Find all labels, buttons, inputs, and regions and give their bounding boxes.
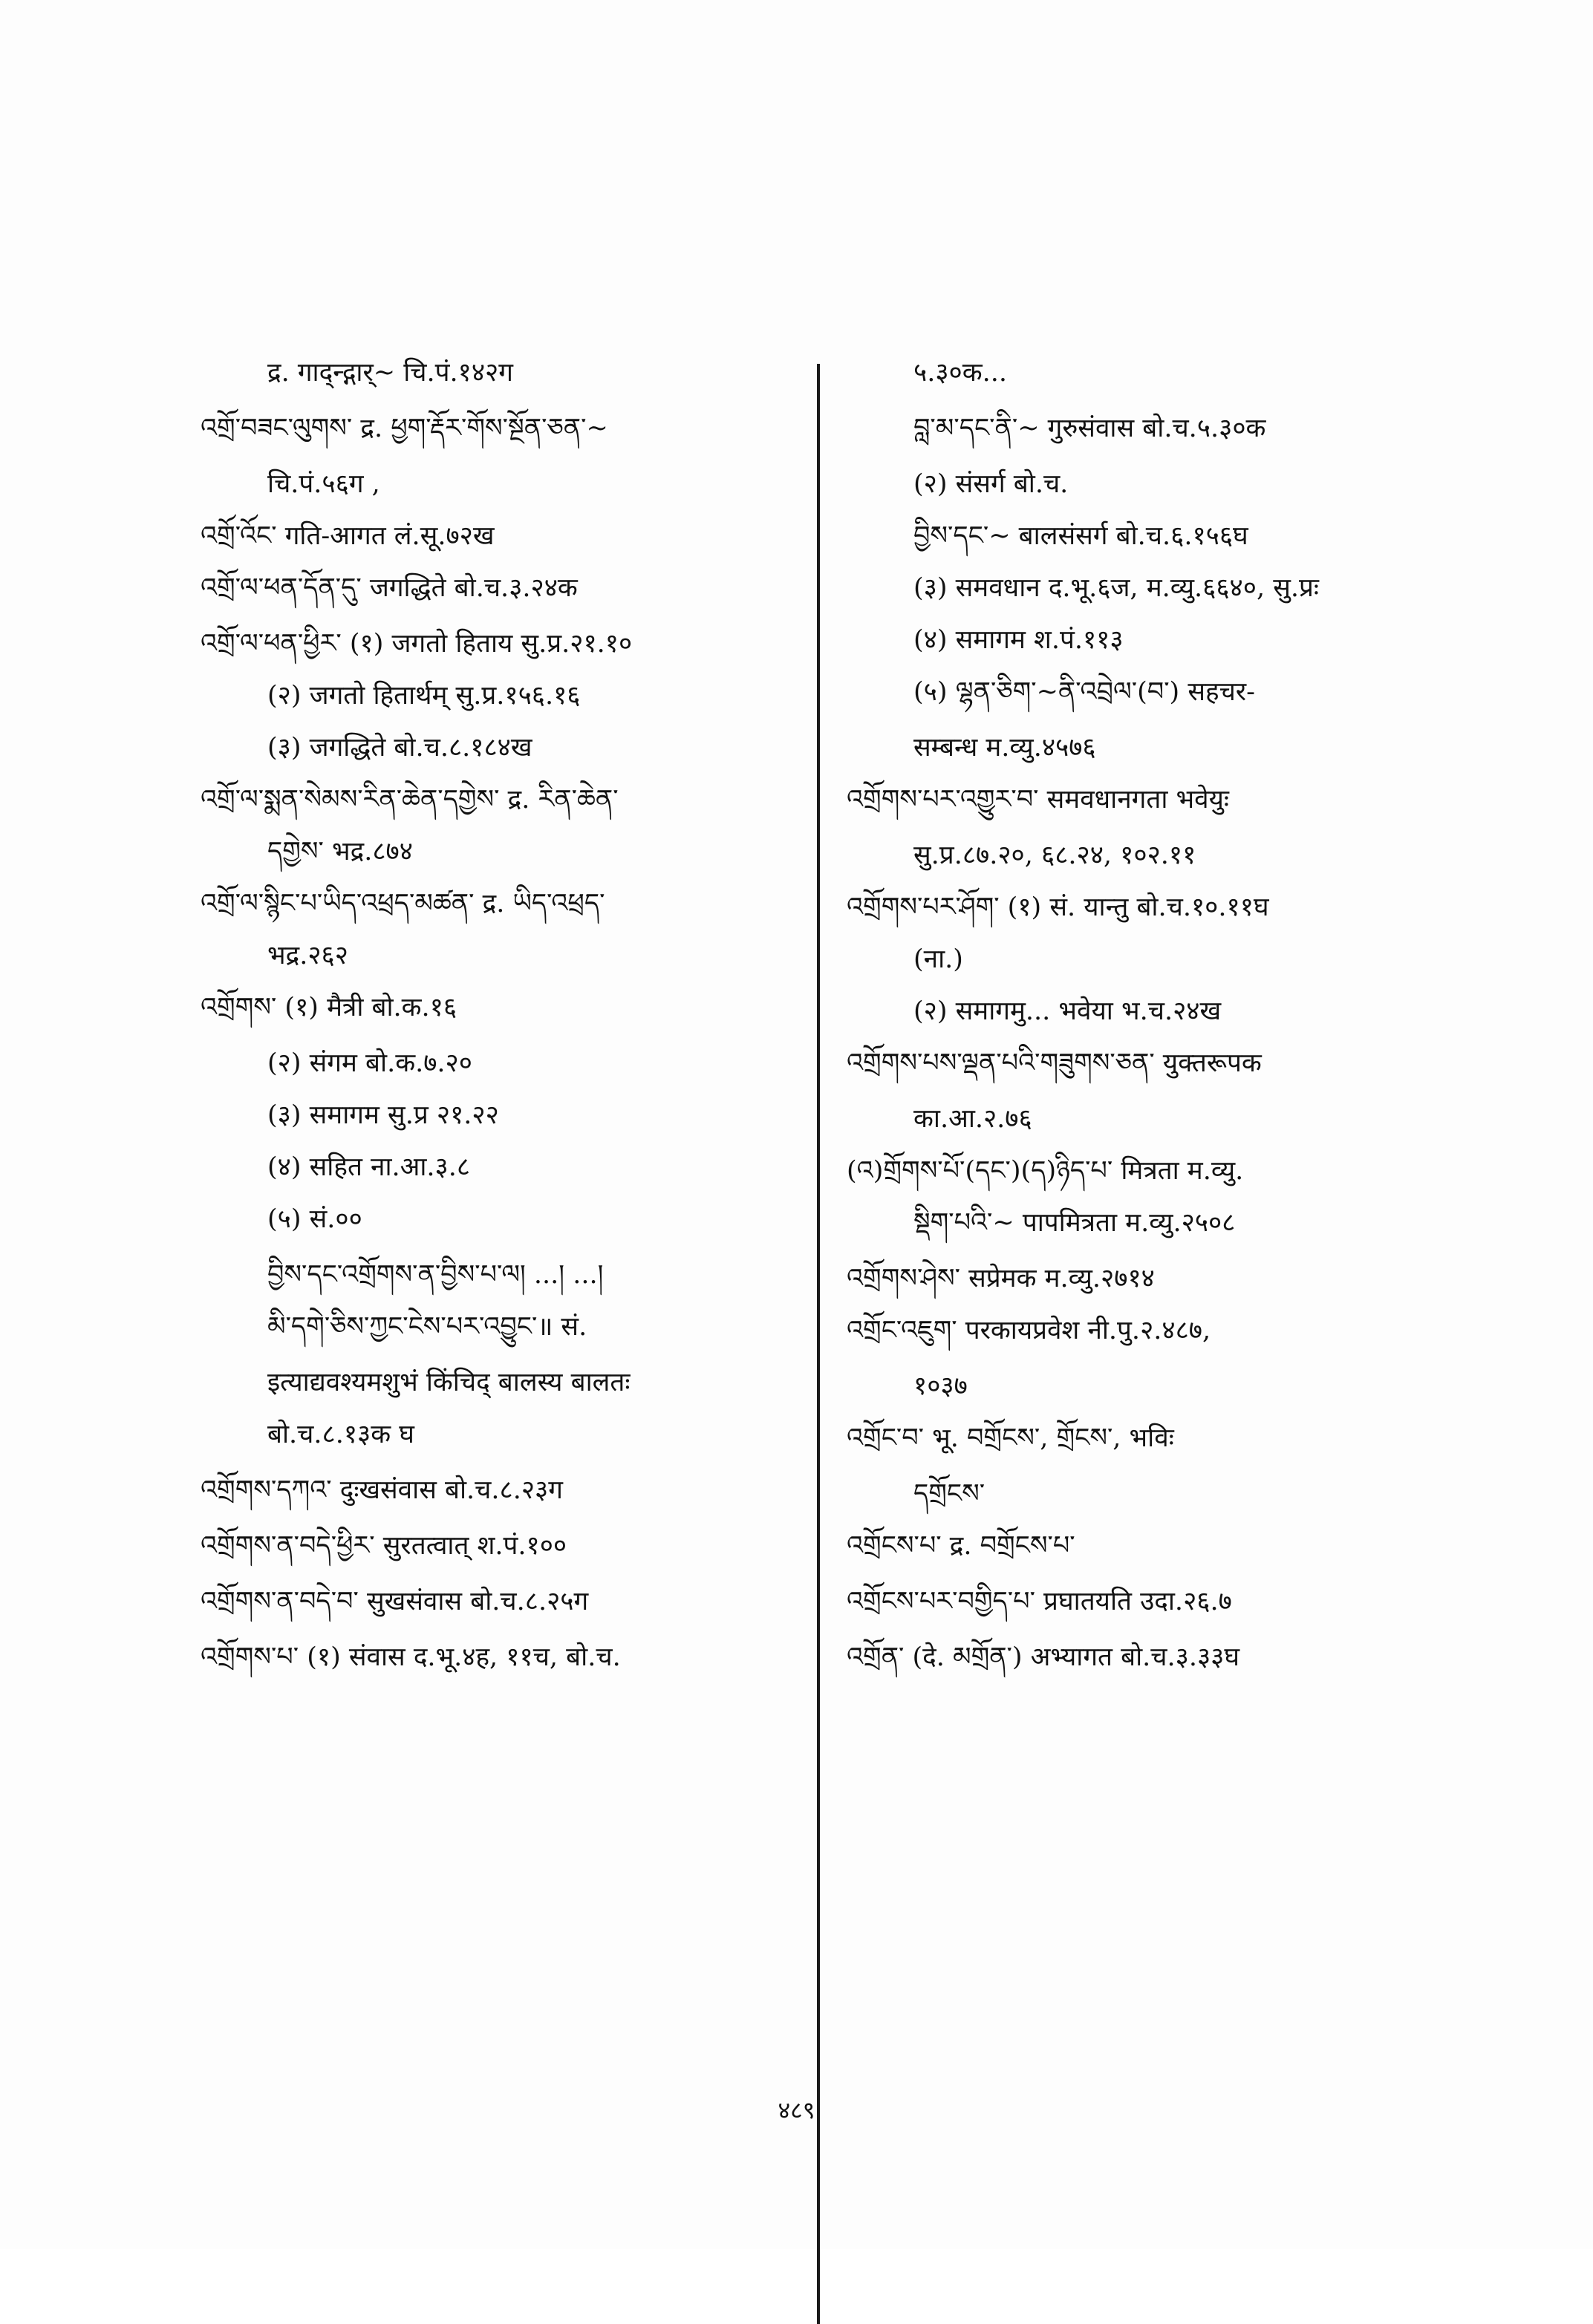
- dictionary-line: འགྲོགས་ཤེས་ सप्रेमक म.व्यु.२७१४: [847, 1264, 1155, 1293]
- dictionary-line: འགྲོགས་ (१) मैत्री बो.क.१६: [201, 993, 457, 1022]
- dictionary-line: (५) ལྷན་ཅིག་~ནི་འབྲེལ་(བ་) सहचर-: [913, 677, 1255, 707]
- dictionary-line: सु.प्र.८७.२०, ६८.२४, १०२.११: [913, 841, 1196, 870]
- dictionary-line: འགྲོ་ལ་ཕན་དོན་དུ་ जगद्धिते बो.च.३.२४क: [201, 573, 578, 603]
- page-number: ४८९: [778, 2096, 815, 2124]
- column-divider: [817, 364, 820, 2324]
- dictionary-line: འགྲོ་ལ་སྨན་སེམས་རིན་ཆེན་དགྱེས་ द्र. རིན་ཆེན་: [201, 785, 619, 815]
- dictionary-line: འགྲོགས་པར་འགྱུར་བ་ समवधानगता भवेयुः: [847, 785, 1229, 815]
- dictionary-line: (३) समवधान द.भू.६ज, म.व्यु.६६४०, सु.प्रः: [913, 573, 1319, 603]
- dictionary-line: འགྲོགས་པར་ཤོག་ (१) सं. यान्तु बो.च.१०.११घ: [847, 892, 1269, 922]
- dictionary-line: का.आ.२.७६: [913, 1104, 1032, 1134]
- dictionary-line: ५.३०क...: [913, 358, 1007, 388]
- dictionary-line: १०३७: [913, 1371, 968, 1401]
- dictionary-line: बो.च.८.१३क घ: [267, 1420, 414, 1449]
- dictionary-line: (३) जगद्धिते बो.च.८.१८४ख: [267, 733, 532, 763]
- dictionary-line: འགྲོགས་པ་ (१) संवास द.भू.४ह, ११च, बो.च.: [201, 1642, 621, 1672]
- dictionary-line: འགྲོ་ལ་ཕན་ཕྱིར་ (१) जगतो हिताय सु.प्र.२१.१०: [201, 629, 633, 659]
- dictionary-line: བྱིས་དང་~ बालसंसर्ग बो.च.६.१५६घ: [913, 521, 1248, 551]
- dictionary-line: འགྲོང་འཇུག་ परकायप्रवेश नी.पु.२.४८७,: [847, 1316, 1211, 1345]
- dictionary-line: འགྲོགས་ན་བདེ་བ་ सुखसंवास बो.च.८.२५ग: [201, 1587, 589, 1616]
- dictionary-line: འགྲོགས་ན་བདེ་ཕྱིར་ सुरतत्वात् श.पं.१००: [201, 1531, 567, 1561]
- dictionary-line: བྱིས་དང་འགྲོགས་ན་བྱིས་པ་ལ། ...། ...།: [267, 1260, 604, 1290]
- dictionary-line: (४) समागम श.पं.११३: [913, 625, 1124, 655]
- dictionary-line: འགྲོང་བ་ भू. བགྲོངས་, གྲོངས་, भविः: [847, 1423, 1174, 1453]
- dictionary-line: འགྲོངས་པ་ द्र. བགྲོངས་པ་: [847, 1531, 1075, 1561]
- dictionary-line: འགྲོངས་པར་བགྱིད་པ་ प्रघातयति उदा.२६.७: [847, 1587, 1232, 1616]
- dictionary-line: འགྲོགས་དཀའ་ दुःखसंवास बो.च.८.२३ग: [201, 1475, 563, 1505]
- dictionary-line: འགྲོ་བཟང་ལུགས་ द्र. ཕྱག་རྡོར་གོས་སྔོན་ཅན་~: [201, 414, 608, 443]
- dictionary-line: འགྲོ་འོང་ गति-आगत लं.सू.७२ख: [201, 521, 495, 551]
- dictionary-line: དགྲོངས་: [913, 1479, 986, 1509]
- dictionary-line: (ना.): [913, 944, 963, 974]
- dictionary-line: (२) संगम बो.क.७.२०: [267, 1048, 472, 1078]
- dictionary-line: (४) सहित ना.आ.३.८: [267, 1152, 471, 1182]
- dictionary-line: (२) जगतो हितार्थम् सु.प्र.१५६.१६: [267, 681, 581, 711]
- dictionary-line: འགྲོ་ལ་སྙིང་པ་ཡིད་འཕྲད་མཚན་ द्र. ཡིད་འཕྲད་: [201, 889, 605, 918]
- dictionary-line: चि.पं.५६ग ,: [267, 469, 380, 499]
- dictionary-line: सम्बन्ध म.व्यु.४५७६: [913, 733, 1096, 763]
- dictionary-line: (འ)གྲོགས་པོ་(དང་)(ད)ཉིད་པ་ मित्रता म.व्यु.: [847, 1156, 1244, 1186]
- dictionary-line: (५) सं.००: [267, 1204, 362, 1234]
- dictionary-line: དགྱེས་ भद्र.८७४: [267, 837, 413, 866]
- dictionary-line: (२) संसर्ग बो.च.: [913, 469, 1069, 499]
- dictionary-line: द्र. गाद्न्द्गार्~ चि.पं.१४२ग: [267, 358, 513, 388]
- dictionary-line: འགྲོན་ (दे. མགྲོན་) अभ्यागत बो.च.३.३३घ: [847, 1642, 1240, 1672]
- dictionary-line: བླ་མ་དང་ནི་~ गुरुसंवास बो.च.५.३०क: [913, 414, 1266, 443]
- dictionary-line: भद्र.२६२: [267, 941, 348, 970]
- dictionary-line: इत्याद्यवश्यमशुभं किंचिद् बालस्य बालतः: [267, 1368, 631, 1397]
- dictionary-line: འགྲོགས་པས་ལྡན་པའི་གཟུགས་ཅན་ युक्तरूपक: [847, 1048, 1262, 1078]
- dictionary-line: སྡིག་པའི་~ पापमित्रता म.व्यु.२५०८: [913, 1208, 1236, 1238]
- dictionary-line: མི་དགེ་ཅིས་ཀྱང་ངེས་པར་འབྱུང་॥ सं.: [267, 1312, 587, 1342]
- dictionary-line: (३) समागम सु.प्र २१.२२: [267, 1100, 499, 1130]
- dictionary-line: (२) समागमु... भवेया भ.च.२४ख: [913, 996, 1222, 1026]
